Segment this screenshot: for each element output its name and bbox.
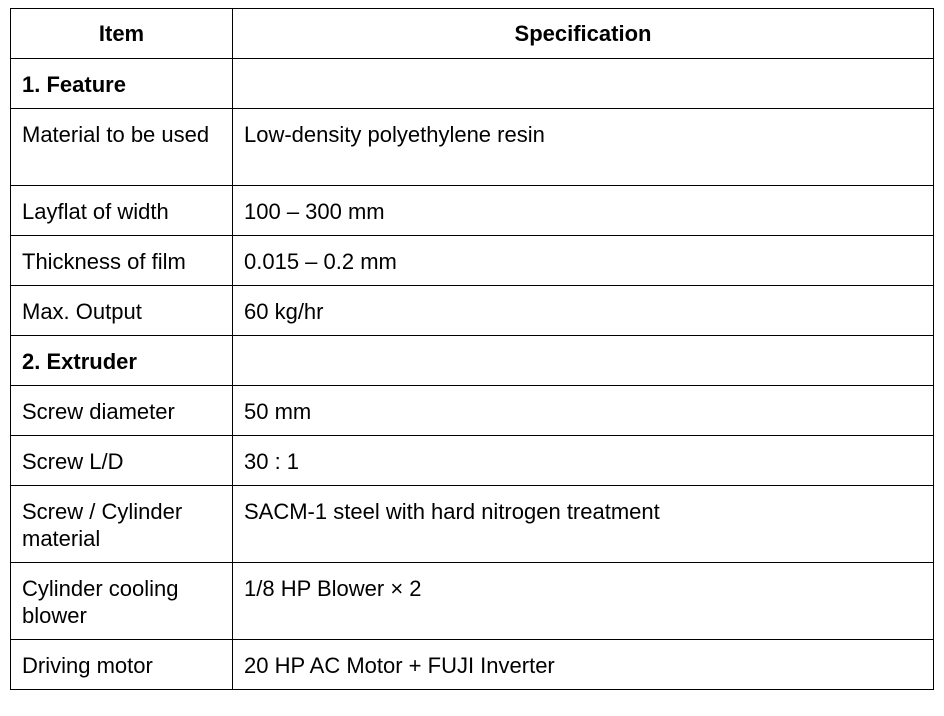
section-heading-feature: 1. Feature [11, 59, 233, 109]
table-row [11, 486, 934, 563]
table-row [11, 286, 934, 336]
table-cell-spec [233, 59, 934, 109]
table-row-section-extruder [11, 336, 934, 386]
table-row [11, 236, 934, 286]
table-cell-item: Screw L/D [11, 436, 233, 486]
table-header-row [11, 9, 934, 59]
table-cell-item: Layflat of width [11, 186, 233, 236]
column-header-item: Item [11, 9, 233, 59]
table-row [11, 186, 934, 236]
table-row [11, 640, 934, 690]
table-cell-spec: 100 – 300 mm [233, 186, 934, 236]
table-cell-item: Thickness of film [11, 236, 233, 286]
table-cell-spec: Low-density polyethylene resin [233, 109, 934, 186]
table-cell-spec: 0.015 – 0.2 mm [233, 236, 934, 286]
table-row [11, 109, 934, 186]
table-row [11, 563, 934, 640]
table-row-section-feature [11, 59, 934, 109]
table-cell-spec: SACM-1 steel with hard nitrogen treatment [233, 486, 934, 563]
table-cell-item: Cylinder cooling blower [11, 563, 233, 640]
table-cell-spec: 30 : 1 [233, 436, 934, 486]
table-cell-item: Screw / Cylinder material [11, 486, 233, 563]
table-cell-spec [233, 336, 934, 386]
table-cell-item: Driving motor [11, 640, 233, 690]
specification-table [10, 8, 934, 690]
table-cell-item: Screw diameter [11, 386, 233, 436]
table-row [11, 386, 934, 436]
table-cell-spec: 50 mm [233, 386, 934, 436]
table-cell-item: Material to be used [11, 109, 233, 186]
section-heading-extruder: 2. Extruder [11, 336, 233, 386]
table-cell-spec: 60 kg/hr [233, 286, 934, 336]
table-row [11, 436, 934, 486]
table-cell-item: Max. Output [11, 286, 233, 336]
table-cell-spec: 20 HP AC Motor + FUJI Inverter [233, 640, 934, 690]
column-header-specification: Specification [233, 9, 934, 59]
table-cell-spec: 1/8 HP Blower × 2 [233, 563, 934, 640]
